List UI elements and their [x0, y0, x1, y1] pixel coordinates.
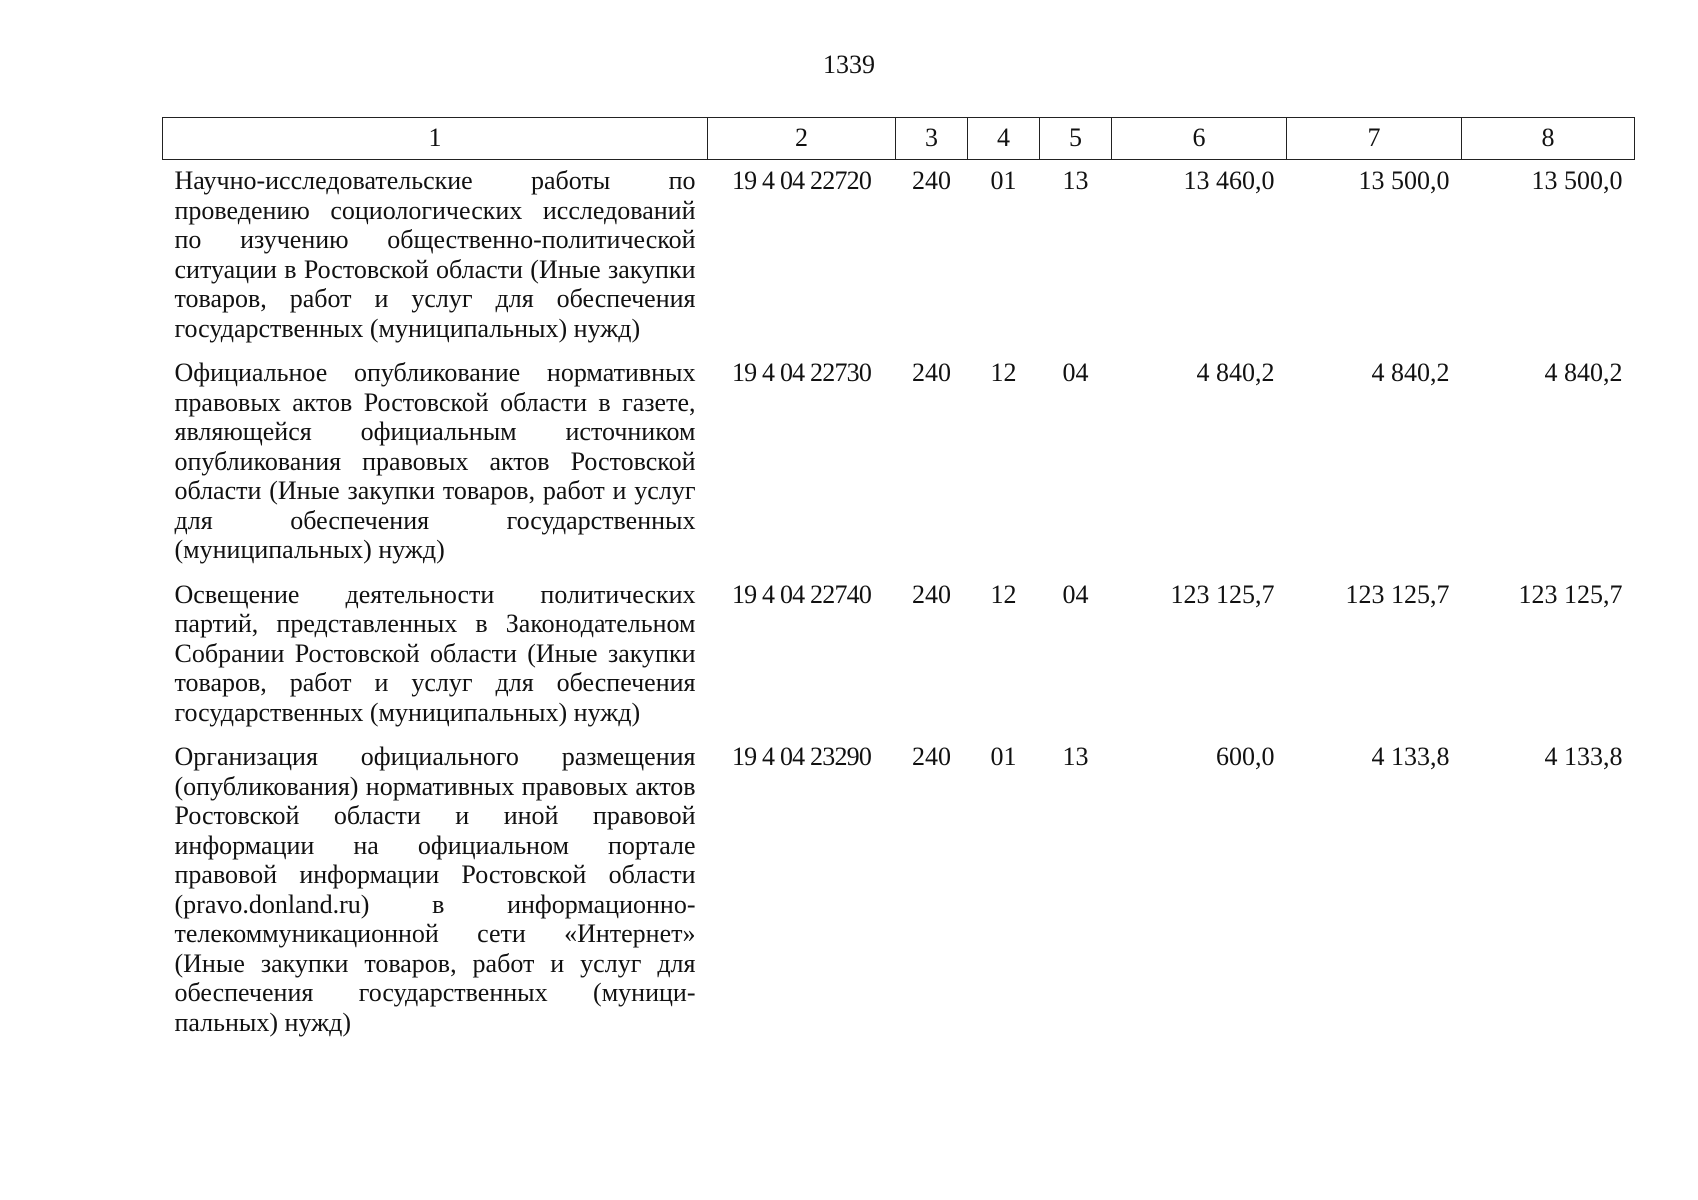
row-description: Освещение деятельности политических партий, представленных в Законодательном Собрании Ростовской области (Иные закупки товаров, работ и услуг для обеспечения государственных (муниципальных) нужд): [174, 579, 696, 727]
row-code: 19 4 04 22720: [731, 166, 872, 195]
row-code: 19 4 04 22740: [731, 579, 872, 609]
row-col6: 4 840,2: [1196, 358, 1275, 387]
row-description: Научно-исследовательские работы по проведению социологических исследований по изучению общественно-политической ситуации в Ростовской области (Иные закупки товаров, работ и услуг для обеспечения государственных (муниципальных) нужд): [174, 166, 696, 343]
row-col3: 240: [912, 358, 951, 387]
row-col7: 4 133,8: [1371, 742, 1450, 771]
row-col6: 600,0: [1216, 742, 1275, 771]
column-header: 6: [1112, 118, 1287, 160]
column-header: 5: [1040, 118, 1112, 160]
column-header: 8: [1462, 118, 1635, 160]
table-row: [163, 736, 1635, 1046]
row-col4: 01: [990, 742, 1017, 771]
row-col4: 12: [990, 358, 1017, 387]
row-col8: 4 840,2: [1544, 358, 1623, 387]
row-col8: 4 133,8: [1544, 742, 1623, 771]
row-col4: 12: [990, 579, 1017, 609]
column-header: 2: [708, 118, 896, 160]
row-col3: 240: [912, 579, 951, 609]
row-col6: 123 125,7: [1170, 579, 1275, 609]
row-col6: 13 460,0: [1183, 166, 1275, 195]
row-col3: 240: [912, 742, 951, 771]
row-description: Организация официального размещения (опубликования) нормативных правовых актов Ростовской области и иной правовой информации на официальном портале правовой информации Ростовской области (pravo.donland.ru) в информационно-телекоммуникационной сети «Интернет» (Иные закупки товаров, работ и услуг для обеспечения государственных (муниципальных) нужд): [174, 742, 696, 1037]
budget-table: [162, 117, 1635, 1046]
row-description: Официальное опубликование нормативных правовых актов Ростовской области в газете, являющейся официальным источником опубликования правовых актов Ростовской области (Иные закупки товаров, работ и услуг для обеспечения государственных (муниципальных) нужд): [174, 358, 696, 564]
column-header: 4: [968, 118, 1040, 160]
column-header: 7: [1287, 118, 1462, 160]
row-col8: 13 500,0: [1531, 166, 1623, 195]
table-row: [163, 574, 1635, 737]
row-col7: 4 840,2: [1371, 358, 1450, 387]
row-col5: 13: [1062, 742, 1089, 771]
row-col8: 123 125,7: [1518, 579, 1623, 609]
table-row: [163, 160, 1635, 353]
row-code: 19 4 04 22730: [731, 358, 872, 387]
row-col7: 13 500,0: [1358, 166, 1450, 195]
table-row: [163, 352, 1635, 574]
column-header: 1: [163, 118, 708, 160]
row-col5: 13: [1062, 166, 1089, 195]
row-col7: 123 125,7: [1345, 579, 1450, 609]
header-row: [163, 118, 1635, 160]
row-col4: 01: [990, 166, 1017, 195]
row-code: 19 4 04 23290: [731, 742, 872, 771]
row-col3: 240: [912, 166, 951, 195]
page-number: 1339: [823, 50, 875, 79]
column-header: 3: [896, 118, 968, 160]
row-col5: 04: [1062, 358, 1089, 387]
row-col5: 04: [1062, 579, 1089, 609]
